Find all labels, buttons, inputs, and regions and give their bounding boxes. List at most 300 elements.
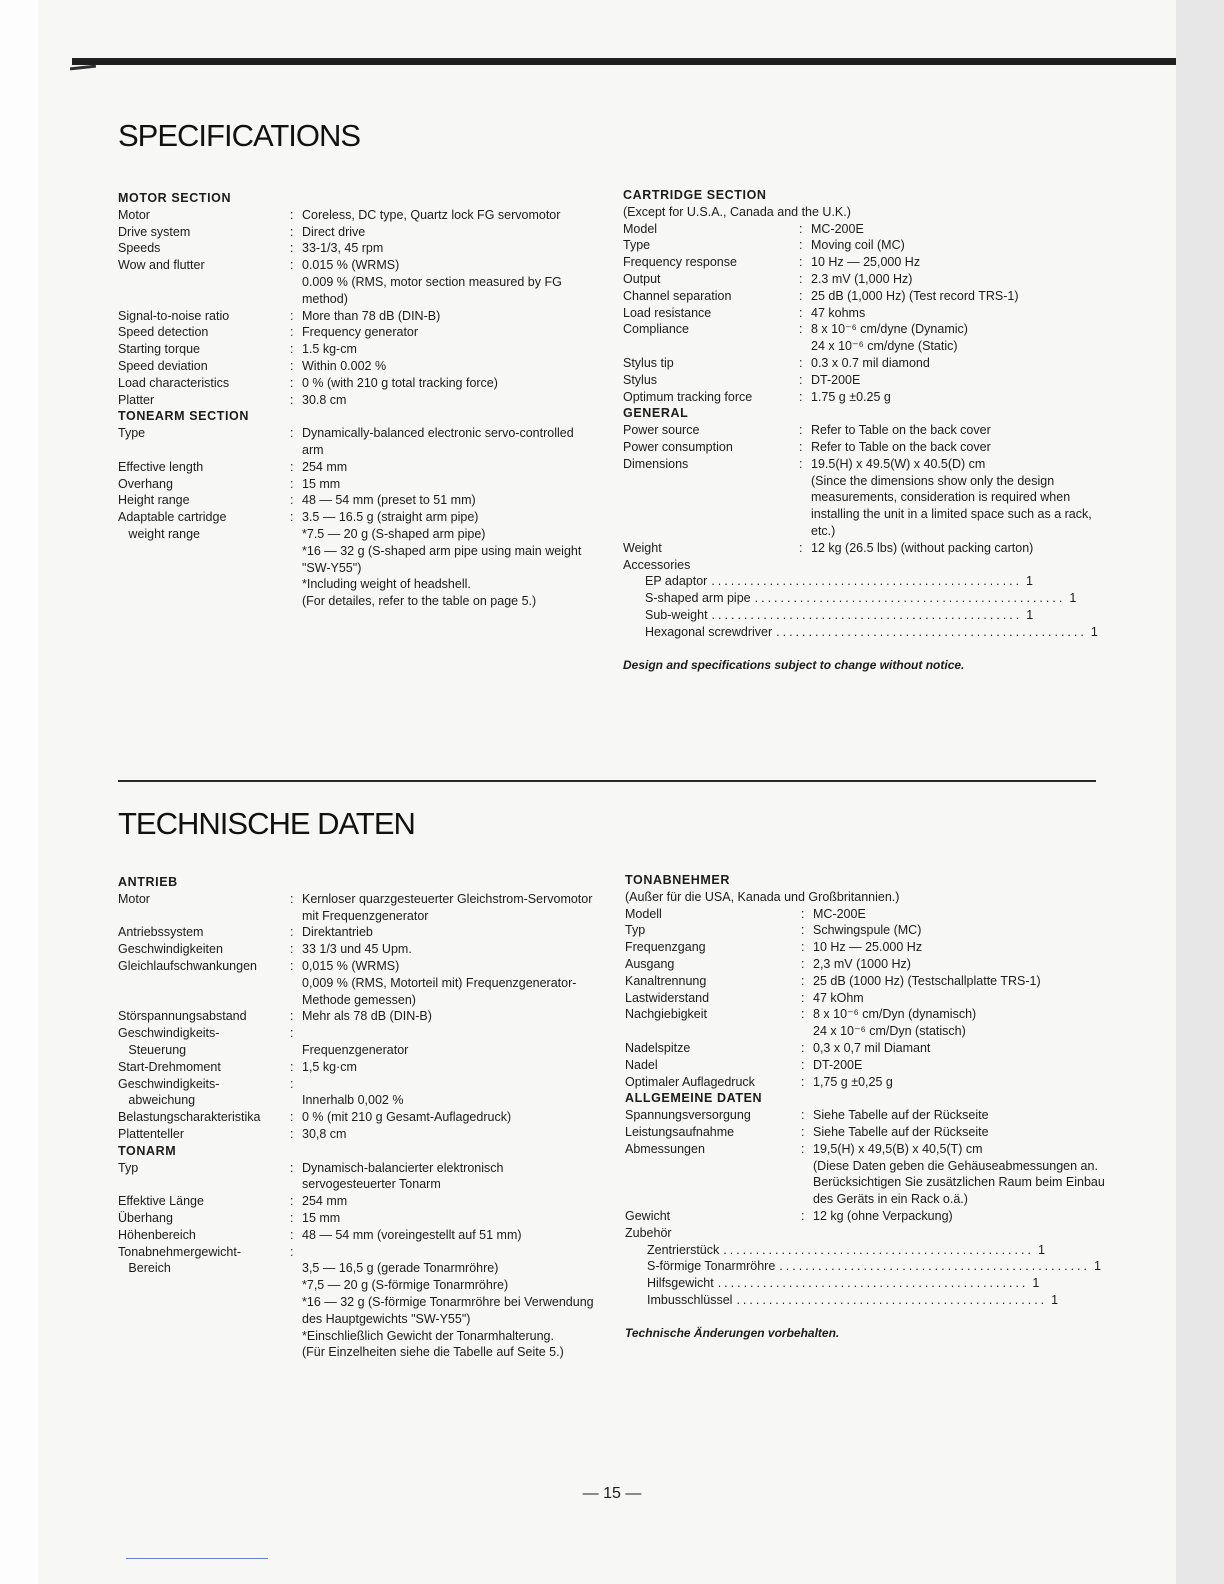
- colon-separator: :: [799, 322, 803, 337]
- colon-separator: :: [801, 1007, 805, 1022]
- colon-separator: :: [290, 1210, 294, 1225]
- spec-value: 33-1/3, 45 rpm: [302, 241, 384, 256]
- colon-separator: :: [290, 325, 294, 340]
- accessory-qty: 1: [1090, 624, 1098, 639]
- spec-value: Siehe Tabelle auf der Rückseite: [813, 1108, 989, 1123]
- spec-label: Gewicht: [625, 1208, 671, 1223]
- spec-label: Effektive Länge: [118, 1194, 204, 1209]
- spec-label: Overhang: [118, 476, 173, 491]
- spec-label: Tonabnehmergewicht- Bereich: [118, 1244, 241, 1276]
- spec-label: Power source: [623, 423, 700, 438]
- spec-value: More than 78 dB (DIN-B): [302, 308, 441, 323]
- leader-dots: ................................................: [736, 1292, 1048, 1307]
- colon-separator: :: [290, 1059, 294, 1074]
- spec-label: Model: [623, 221, 658, 236]
- spec-label: Platter: [118, 392, 155, 407]
- colon-separator: :: [799, 423, 803, 438]
- spec-row: [118, 308, 588, 325]
- spec-value: 0 % (with 210 g total tracking force): [302, 375, 498, 390]
- spec-label: Stylus tip: [623, 355, 674, 370]
- spec-row: [623, 557, 1103, 574]
- spec-row: [625, 1225, 1105, 1242]
- colon-separator: :: [290, 942, 294, 957]
- spec-label: Starting torque: [118, 342, 200, 357]
- spec-label: Speed deviation: [118, 358, 208, 373]
- zubehoer-list: [625, 1242, 1101, 1309]
- specifications-title: SPECIFICATIONS: [118, 118, 361, 153]
- spec-label: Load characteristics: [118, 375, 230, 390]
- spec-label: Motor: [118, 207, 150, 222]
- spec-value: Schwingspule (MC): [813, 923, 922, 938]
- spec-label: Optimaler Auflagedruck: [625, 1074, 755, 1089]
- spec-row: [118, 1244, 598, 1362]
- spec-row: [623, 355, 1103, 372]
- spec-row: [623, 305, 1103, 322]
- colon-separator: :: [799, 372, 803, 387]
- spec-label: Adaptable cartridge weight range: [118, 510, 227, 541]
- spec-value: 25 dB (1,000 Hz) (Test record TRS-1): [811, 288, 1019, 303]
- spec-row: [623, 221, 1103, 238]
- spec-value: 0,3 x 0,7 mil Diamant: [813, 1040, 931, 1055]
- colon-separator: :: [801, 1074, 805, 1089]
- spec-value: 33 1/3 und 45 Upm.: [302, 942, 412, 957]
- spec-row: [623, 456, 1103, 540]
- spec-row: [118, 358, 588, 375]
- colon-separator: :: [801, 923, 805, 938]
- spec-label: Effective length: [118, 459, 204, 474]
- colon-separator: :: [801, 956, 805, 971]
- spec-label: Optimum tracking force: [623, 389, 753, 404]
- spec-row: [623, 422, 1103, 439]
- spec-value: 8 x 10⁻⁶ cm/dyne (Dynamic) 24 x 10⁻⁶ cm/dyne (Static): [811, 322, 968, 354]
- page-number: — 15 —: [582, 1485, 642, 1502]
- spec-label: Start-Drehmoment: [118, 1059, 221, 1074]
- spec-value: 19,5(H) x 49,5(B) x 40,5(T) cm (Diese Daten geben die Gehäuseabmessungen an. Berücksichtigen Sie zusätzlichen Raum beim Einbau des Geräts in ein Rack o.ä.): [813, 1141, 1105, 1207]
- spec-value: DT-200E: [811, 372, 861, 387]
- spec-row: [625, 1057, 1105, 1074]
- colon-separator: :: [290, 1194, 294, 1209]
- leader-dots: ................................................: [723, 1242, 1034, 1257]
- spec-label: Geschwindigkeits- abweichung: [118, 1076, 220, 1108]
- leader-dots: ................................................: [779, 1259, 1090, 1274]
- accessory-item: [623, 607, 1034, 624]
- colon-separator: :: [801, 1124, 805, 1139]
- spec-row: [118, 1109, 598, 1126]
- accessory-qty: 1: [1069, 591, 1077, 606]
- spec-row: [623, 439, 1103, 456]
- spec-label: Nadel: [625, 1057, 658, 1072]
- accessories-list: [623, 573, 1098, 640]
- spec-value: 3,5 — 16,5 g (gerade Tonarmröhre) *7,5 — 20 g (S-förmige Tonarmröhre) *16 — 32 g (S-förmige Tonarmröhre bei Verwendung des Hauptgewichts "SW-Y55") *Einschließlich Gewicht der Tonarmhalterung. (Für Einzelheiten siehe die Tabelle auf Seite 5.): [302, 1261, 594, 1360]
- colon-separator: :: [290, 1244, 294, 1259]
- spec-value: Moving coil (MC): [811, 238, 905, 253]
- spec-value: 2,3 mV (1000 Hz): [813, 956, 911, 971]
- colon-separator: :: [290, 224, 294, 239]
- spec-row: [625, 939, 1105, 956]
- spec-row: [625, 1141, 1105, 1208]
- accessory-qty: 1: [1026, 607, 1034, 622]
- spec-row: [623, 389, 1103, 406]
- spec-row: [118, 375, 588, 392]
- spec-note: (Außer für die USA, Kanada und Großbritannien.): [625, 889, 900, 904]
- spec-value: Frequenzgenerator: [302, 1042, 409, 1057]
- colon-separator: :: [799, 439, 803, 454]
- accessory-qty: 1: [1037, 1242, 1045, 1257]
- spec-label: Höhenbereich: [118, 1227, 196, 1242]
- antrieb-tonarm-specs: [118, 874, 598, 1361]
- spec-label: Lastwiderstand: [625, 990, 710, 1005]
- section-heading: [118, 1143, 598, 1160]
- colon-separator: :: [290, 510, 294, 525]
- spec-value: 3.5 — 16.5 g (straight arm pipe) *7.5 — 20 g (S-shaped arm pipe) *16 — 32 g (S-shaped arm pipe using main weight "SW-Y55") *Including weight of headshell. (For detailes, refer to the table on page 5.): [302, 510, 582, 609]
- section-heading-text: MOTOR SECTION: [118, 191, 232, 205]
- colon-separator: :: [290, 342, 294, 357]
- colon-separator: :: [799, 305, 803, 320]
- spec-note: Zubehör: [625, 1225, 672, 1240]
- spec-row: [625, 973, 1105, 990]
- section-heading-text: ALLGEMEINE DATEN: [625, 1091, 763, 1106]
- spec-row: [118, 224, 588, 241]
- spec-row: [625, 1124, 1105, 1141]
- spec-value: Mehr als 78 dB (DIN-B): [302, 1009, 432, 1024]
- spec-label: Ausgang: [625, 956, 675, 971]
- spec-row: [623, 540, 1103, 557]
- accessory-name: EP adaptor: [645, 574, 708, 589]
- motor-tonearm-specs: [118, 190, 588, 610]
- spec-label: Abmessungen: [625, 1141, 705, 1156]
- spec-row: [625, 889, 1105, 906]
- spec-label: Belastungscharakteristika: [118, 1110, 261, 1125]
- spec-row: [118, 240, 588, 257]
- spec-row: [623, 237, 1103, 254]
- spec-label: Plattenteller: [118, 1126, 185, 1141]
- spec-value: 48 — 54 mm (voreingestellt auf 51 mm): [302, 1227, 522, 1242]
- colon-separator: :: [290, 493, 294, 508]
- spec-value: 25 dB (1000 Hz) (Testschallplatte TRS-1): [813, 973, 1041, 988]
- colon-separator: :: [290, 1009, 294, 1024]
- spec-label: Geschwindigkeits- Steuerung: [118, 1026, 220, 1057]
- spec-label: Leistungsaufnahme: [625, 1124, 735, 1139]
- spec-row: [625, 1006, 1105, 1040]
- accessory-name: S-shaped arm pipe: [645, 591, 751, 606]
- section-heading: [625, 872, 1105, 889]
- colon-separator: :: [801, 973, 805, 988]
- spec-value: Frequency generator: [302, 325, 419, 340]
- tonabnehmer-allgemeine-specs: [625, 872, 1105, 1342]
- spec-row: [625, 906, 1105, 923]
- colon-separator: :: [799, 389, 803, 404]
- spec-row: [625, 990, 1105, 1007]
- spec-row: [118, 941, 598, 958]
- spec-value: Innerhalb 0,002 %: [302, 1093, 404, 1108]
- top-rule: [72, 58, 1176, 65]
- leader-dots: ................................................: [754, 591, 1066, 606]
- colon-separator: :: [290, 426, 294, 441]
- spec-row: [623, 321, 1103, 355]
- accessory-item: [625, 1292, 1059, 1309]
- spec-label: Drive system: [118, 224, 191, 239]
- spec-value: 0 % (mit 210 g Gesamt-Auflagedruck): [302, 1110, 512, 1125]
- spec-value: 1.5 kg-cm: [302, 342, 357, 357]
- spec-value: 1,5 kg·cm: [302, 1059, 357, 1074]
- spec-row: [118, 425, 588, 459]
- colon-separator: :: [799, 355, 803, 370]
- colon-separator: :: [290, 1076, 294, 1091]
- colon-separator: :: [799, 255, 803, 270]
- spec-value: Refer to Table on the back cover: [811, 439, 991, 454]
- spec-value: 254 mm: [302, 459, 348, 474]
- bottom-line: [126, 1558, 268, 1559]
- spec-row: [625, 1107, 1105, 1124]
- spec-value: Siehe Tabelle auf der Rückseite: [813, 1124, 989, 1139]
- accessory-name: Hilfsgewicht: [647, 1276, 714, 1291]
- section-heading: [118, 190, 588, 207]
- spec-row: [625, 1208, 1105, 1225]
- colon-separator: :: [290, 241, 294, 256]
- spec-value: 19.5(H) x 49.5(W) x 40.5(D) cm (Since the dimensions show only the design measurements, consideration is required when installing the unit in a limited space such as a rack, etc.): [811, 456, 1092, 538]
- spec-value: 10 Hz — 25.000 Hz: [813, 940, 923, 955]
- spec-label: Compliance: [623, 322, 690, 337]
- colon-separator: :: [801, 1040, 805, 1055]
- colon-separator: :: [290, 459, 294, 474]
- spec-value: 12 kg (ohne Verpackung): [813, 1208, 953, 1223]
- section-heading: [118, 874, 598, 891]
- scan-margin-left: [0, 0, 38, 1584]
- spec-label: Frequenzgang: [625, 940, 706, 955]
- spec-row: [118, 1227, 598, 1244]
- spec-value: 10 Hz — 25,000 Hz: [811, 255, 921, 270]
- accessory-qty: 1: [1051, 1292, 1059, 1307]
- section-heading: [625, 1090, 1105, 1107]
- colon-separator: :: [799, 456, 803, 471]
- spec-label: Height range: [118, 493, 190, 508]
- spec-row: [118, 1008, 598, 1025]
- spec-row: [118, 492, 588, 509]
- spec-label: Channel separation: [623, 288, 732, 303]
- spec-label: Frequency response: [623, 255, 737, 270]
- colon-separator: :: [290, 308, 294, 323]
- accessory-item: [625, 1258, 1101, 1275]
- spec-value: 12 kg (26.5 lbs) (without packing carton): [811, 540, 1034, 555]
- spec-note: Accessories: [623, 557, 691, 572]
- colon-separator: :: [290, 1110, 294, 1125]
- spec-label: Gleichlaufschwankungen: [118, 958, 257, 973]
- spec-value: Kernloser quarzgesteuerter Gleichstrom-Servomotor mit Frequenzgenerator: [302, 891, 593, 923]
- accessory-item: [625, 1275, 1040, 1292]
- spec-row: [118, 1059, 598, 1076]
- spec-row: [623, 254, 1103, 271]
- spec-label: Antriebssystem: [118, 925, 204, 940]
- spec-label: Typ: [118, 1160, 139, 1175]
- spec-label: Type: [623, 238, 651, 253]
- spec-row: [625, 1040, 1105, 1057]
- spec-row: [118, 924, 598, 941]
- spec-row: [118, 958, 598, 1008]
- colon-separator: :: [801, 940, 805, 955]
- spec-row: [623, 204, 1103, 221]
- spec-value: 2.3 mV (1,000 Hz): [811, 271, 913, 286]
- spec-value: Direct drive: [302, 224, 366, 239]
- spec-label: Load resistance: [623, 305, 712, 320]
- colon-separator: :: [290, 207, 294, 222]
- leader-dots: ................................................: [717, 1276, 1029, 1291]
- spec-value: 254 mm: [302, 1194, 348, 1209]
- accessory-name: Zentrierstück: [647, 1242, 720, 1257]
- spec-row: [623, 288, 1103, 305]
- spec-note: (Except for U.S.A., Canada and the U.K.): [623, 204, 851, 219]
- colon-separator: :: [290, 1160, 294, 1175]
- colon-separator: :: [290, 1126, 294, 1141]
- spec-value: 47 kOhm: [813, 990, 864, 1005]
- spec-label: Speed detection: [118, 325, 209, 340]
- spec-row: [625, 922, 1105, 939]
- spec-label: Kanaltrennung: [625, 973, 707, 988]
- spec-value: 8 x 10⁻⁶ cm/Dyn (dynamisch) 24 x 10⁻⁶ cm/Dyn (statisch): [813, 1007, 977, 1039]
- spec-value: 0.3 x 0.7 mil diamond: [811, 355, 930, 370]
- section-heading-text: TONARM: [118, 1143, 177, 1158]
- spec-label: Speeds: [118, 241, 161, 256]
- spec-label: Motor: [118, 891, 150, 906]
- section-heading-text: TONEARM SECTION: [118, 409, 249, 424]
- spec-label: Überhang: [118, 1210, 173, 1225]
- cartridge-general-specs: [623, 187, 1103, 673]
- accessory-item: [625, 1242, 1045, 1259]
- spec-label: Power consumption: [623, 439, 733, 454]
- spec-value: 30,8 cm: [302, 1126, 347, 1141]
- spec-value: 1,75 g ±0,25 g: [813, 1074, 893, 1089]
- spec-value: 0.015 % (WRMS) 0.009 % (RMS, motor section measured by FG method): [302, 258, 562, 306]
- colon-separator: :: [799, 221, 803, 236]
- colon-separator: :: [799, 288, 803, 303]
- spec-value: Within 0.002 %: [302, 358, 387, 373]
- scan-margin-right: [1176, 0, 1224, 1584]
- spec-label: Dimensions: [623, 456, 689, 471]
- colon-separator: :: [290, 258, 294, 273]
- section-heading: [118, 408, 588, 425]
- spec-label: Störspannungsabstand: [118, 1009, 247, 1024]
- spec-label: Output: [623, 271, 661, 286]
- spec-row: [118, 207, 588, 224]
- spec-row: [118, 1025, 598, 1059]
- spec-value: Direktantrieb: [302, 925, 373, 940]
- colon-separator: :: [290, 958, 294, 973]
- section-heading-text: TONABNEHMER: [625, 873, 730, 887]
- spec-row: [118, 1160, 598, 1194]
- spec-value: Dynamically-balanced electronic servo-controlled arm: [302, 426, 574, 457]
- colon-separator: :: [801, 1057, 805, 1072]
- spec-value: 0,015 % (WRMS) 0,009 % (RMS, Motorteil mit) Frequenzgenerator-Methode gemessen): [302, 958, 577, 1007]
- colon-separator: :: [801, 1208, 805, 1223]
- spec-value: MC-200E: [813, 906, 866, 921]
- spec-label: Nachgiebigkeit: [625, 1007, 707, 1022]
- spec-row: [118, 324, 588, 341]
- spec-label: Type: [118, 426, 146, 441]
- colon-separator: :: [290, 925, 294, 940]
- colon-separator: :: [799, 271, 803, 286]
- colon-separator: :: [290, 375, 294, 390]
- colon-separator: :: [290, 891, 294, 906]
- spec-row: [118, 459, 588, 476]
- section-heading-text: GENERAL: [623, 406, 689, 421]
- accessory-name: Imbusschlüssel: [647, 1292, 733, 1307]
- colon-separator: :: [290, 392, 294, 407]
- spec-label: Modell: [625, 906, 662, 921]
- spec-value: MC-200E: [811, 221, 864, 236]
- spec-row: [623, 271, 1103, 288]
- spec-value: Coreless, DC type, Quartz lock FG servomotor: [302, 207, 561, 222]
- accessory-item: [623, 573, 1033, 590]
- spec-label: Wow and flutter: [118, 258, 205, 273]
- spec-label: Geschwindigkeiten: [118, 942, 223, 957]
- spec-value: DT-200E: [813, 1057, 863, 1072]
- section-heading-text: ANTRIEB: [118, 875, 178, 889]
- spec-value: 15 mm: [302, 1210, 341, 1225]
- spec-row: [118, 341, 588, 358]
- section-heading: [623, 405, 1103, 422]
- spec-value: 15 mm: [302, 476, 341, 491]
- colon-separator: :: [290, 1026, 294, 1041]
- spec-label: Signal-to-noise ratio: [118, 308, 230, 323]
- spec-change-note: Design and specifications subject to change without notice.: [623, 657, 965, 672]
- spec-row: [118, 476, 588, 493]
- spec-value: 30.8 cm: [302, 392, 347, 407]
- colon-separator: :: [290, 1227, 294, 1242]
- spec-row: [118, 1193, 598, 1210]
- colon-separator: :: [799, 238, 803, 253]
- leader-dots: ................................................: [776, 624, 1087, 639]
- spec-label: Spannungsversorgung: [625, 1108, 751, 1123]
- colon-separator: :: [801, 1108, 805, 1123]
- accessory-name: Sub-weight: [645, 607, 708, 622]
- spec-row: [625, 956, 1105, 973]
- accessory-name: Hexagonal screwdriver: [645, 624, 773, 639]
- colon-separator: :: [801, 906, 805, 921]
- spec-row: [625, 1074, 1105, 1091]
- spec-row: [623, 372, 1103, 389]
- spec-row: [118, 1076, 598, 1110]
- spec-label: Typ: [625, 923, 646, 938]
- section-heading-text: CARTRIDGE SECTION: [623, 188, 767, 202]
- technische-daten-title: TECHNISCHE DATEN: [118, 806, 415, 841]
- accessory-qty: 1: [1032, 1276, 1040, 1291]
- accessory-item: [623, 590, 1077, 607]
- spec-value: Refer to Table on the back cover: [811, 423, 991, 438]
- spec-label: Weight: [623, 540, 662, 555]
- section-divider: [118, 780, 1096, 782]
- spec-row: [118, 1210, 598, 1227]
- colon-separator: :: [290, 476, 294, 491]
- spec-label: Stylus: [623, 372, 658, 387]
- colon-separator: :: [290, 358, 294, 373]
- spec-row: [118, 509, 588, 610]
- spec-value: Dynamisch-balancierter elektronisch servogesteuerter Tonarm: [302, 1160, 504, 1192]
- accessory-name: S-förmige Tonarmröhre: [647, 1259, 776, 1274]
- accessory-item: [623, 624, 1098, 641]
- section-heading: [623, 187, 1103, 204]
- colon-separator: :: [799, 540, 803, 555]
- colon-separator: :: [801, 990, 805, 1005]
- spec-row: [118, 891, 598, 925]
- accessory-qty: 1: [1094, 1259, 1101, 1274]
- spec-value: 47 kohms: [811, 305, 866, 320]
- colon-separator: :: [801, 1141, 805, 1156]
- accessory-qty: 1: [1026, 574, 1033, 589]
- aenderungen-note: Technische Änderungen vorbehalten.: [625, 1325, 840, 1340]
- spec-label: Nadelspitze: [625, 1040, 691, 1055]
- spec-row: [118, 1126, 598, 1143]
- spec-row: [118, 257, 588, 307]
- spec-row: [118, 392, 588, 409]
